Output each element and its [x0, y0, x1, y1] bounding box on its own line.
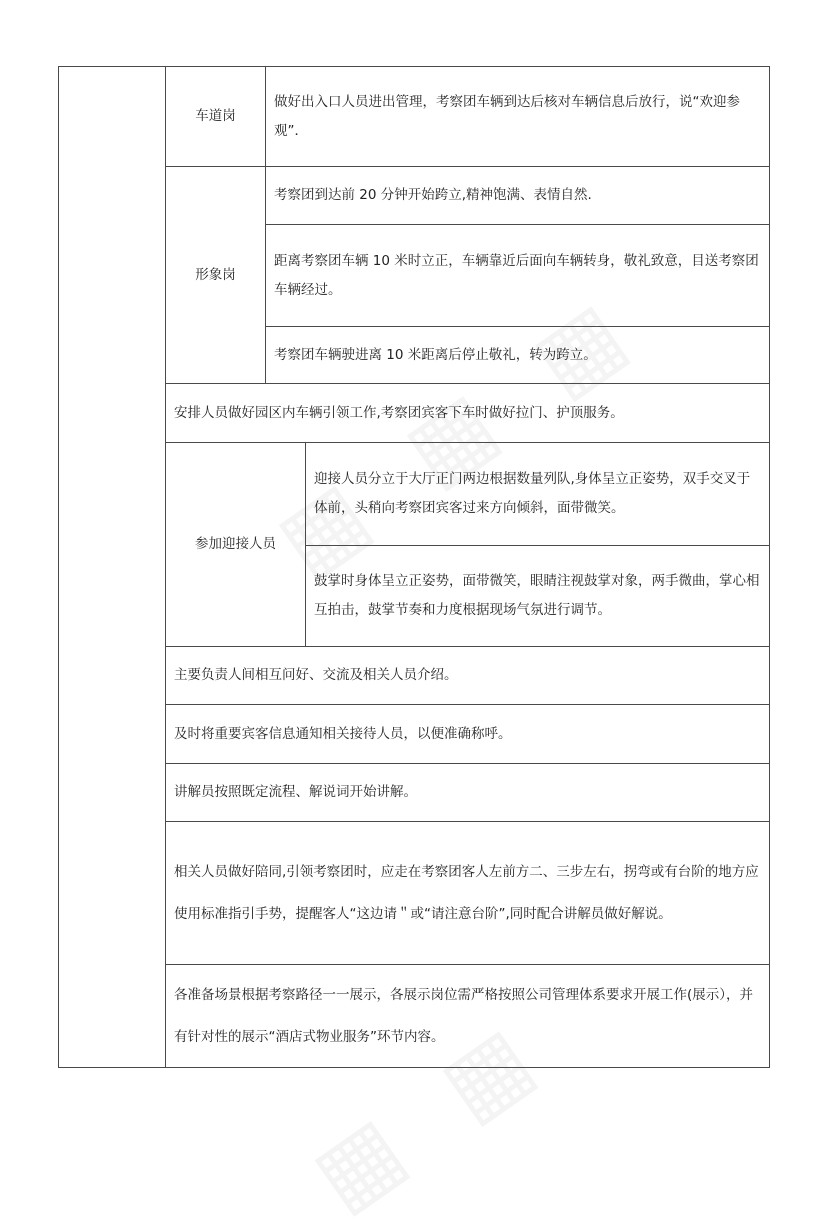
- row-text-yingjie-1: [306, 443, 769, 545]
- row-label-chedao: [166, 67, 265, 166]
- cell-text: 鼓掌时身体呈立正姿势，面带微笑，眼睛注视鼓掌对象，两手微曲，掌心相互拍击，鼓掌节奏和力度根据现场气氛进行调节。: [314, 573, 760, 618]
- row-label-text: 参加迎接人员: [195, 536, 276, 552]
- row-text-peitong: [166, 822, 769, 964]
- cell-text: 相关人员做好陪同,引领考察团时，应走在考察团客人左前方二、三步左右，拐弯或有台阶的地方应使用标准指引手势，提醒客人“这边请＂或“请注意台阶”,同时配合讲解员做好解说。: [174, 864, 759, 922]
- cell-text: 各准备场景根据考察路径一一展示，各展示岗位需严格按照公司管理体系要求开展工作(展示），并有针对性的展示“酒店式物业服务”环节内容。: [174, 987, 754, 1045]
- cell-text: 距离考察团车辆 10 米时立正，车辆靠近后面向车辆转身，敬礼致意，目送考察团车辆经过。: [274, 252, 759, 298]
- row-label-text: 车道岗: [195, 108, 236, 124]
- cell-text: 考察团车辆驶进离 10 米距离后停止敬礼，转为跨立。: [274, 346, 597, 363]
- row-text-wenhao: [166, 647, 769, 704]
- row-text-chedao: [266, 67, 769, 166]
- cell-text: 考察团到达前 20 分钟开始跨立,精神饱满、表情自然.: [274, 187, 592, 203]
- row-text-xingxiang-1: [266, 167, 769, 224]
- cell-text: 及时将重要宾客信息通知相关接待人员，以便准确称呼。: [174, 725, 512, 742]
- row-text-xingxiang-2: [266, 225, 769, 326]
- cell-text: 迎接人员分立于大厅正门两边根据数量列队,身体呈立正姿势，双手交叉于体前，头稍向考察团宾客过来方向倾斜，面带微笑。: [314, 471, 751, 516]
- row-text-tongzhi: [166, 705, 769, 763]
- row-text-xingxiang-3: [266, 327, 769, 383]
- cell-text: 安排人员做好园区内车辆引领工作,考察团宾客下车时做好拉门、护顶服务。: [174, 404, 624, 421]
- row-text-zhanshi: [166, 965, 769, 1067]
- cell-text: 讲解员按照既定流程、解说词开始讲解。: [174, 784, 417, 800]
- row-label-text: 形象岗: [195, 266, 236, 283]
- row-label-xingxiang: [166, 167, 265, 383]
- row-text-anpai: [166, 384, 769, 442]
- row-label-yingjie: [166, 443, 305, 646]
- row-text-jiangjie: [166, 764, 769, 821]
- cell-text: 做好出入口人员进出管理，考察团车辆到达后核对车辆信息后放行，说“欢迎参观”．: [274, 93, 740, 139]
- cell-text: 主要负责人间相互问好、交流及相关人员介绍。: [174, 667, 458, 683]
- row-text-yingjie-2: [306, 546, 769, 646]
